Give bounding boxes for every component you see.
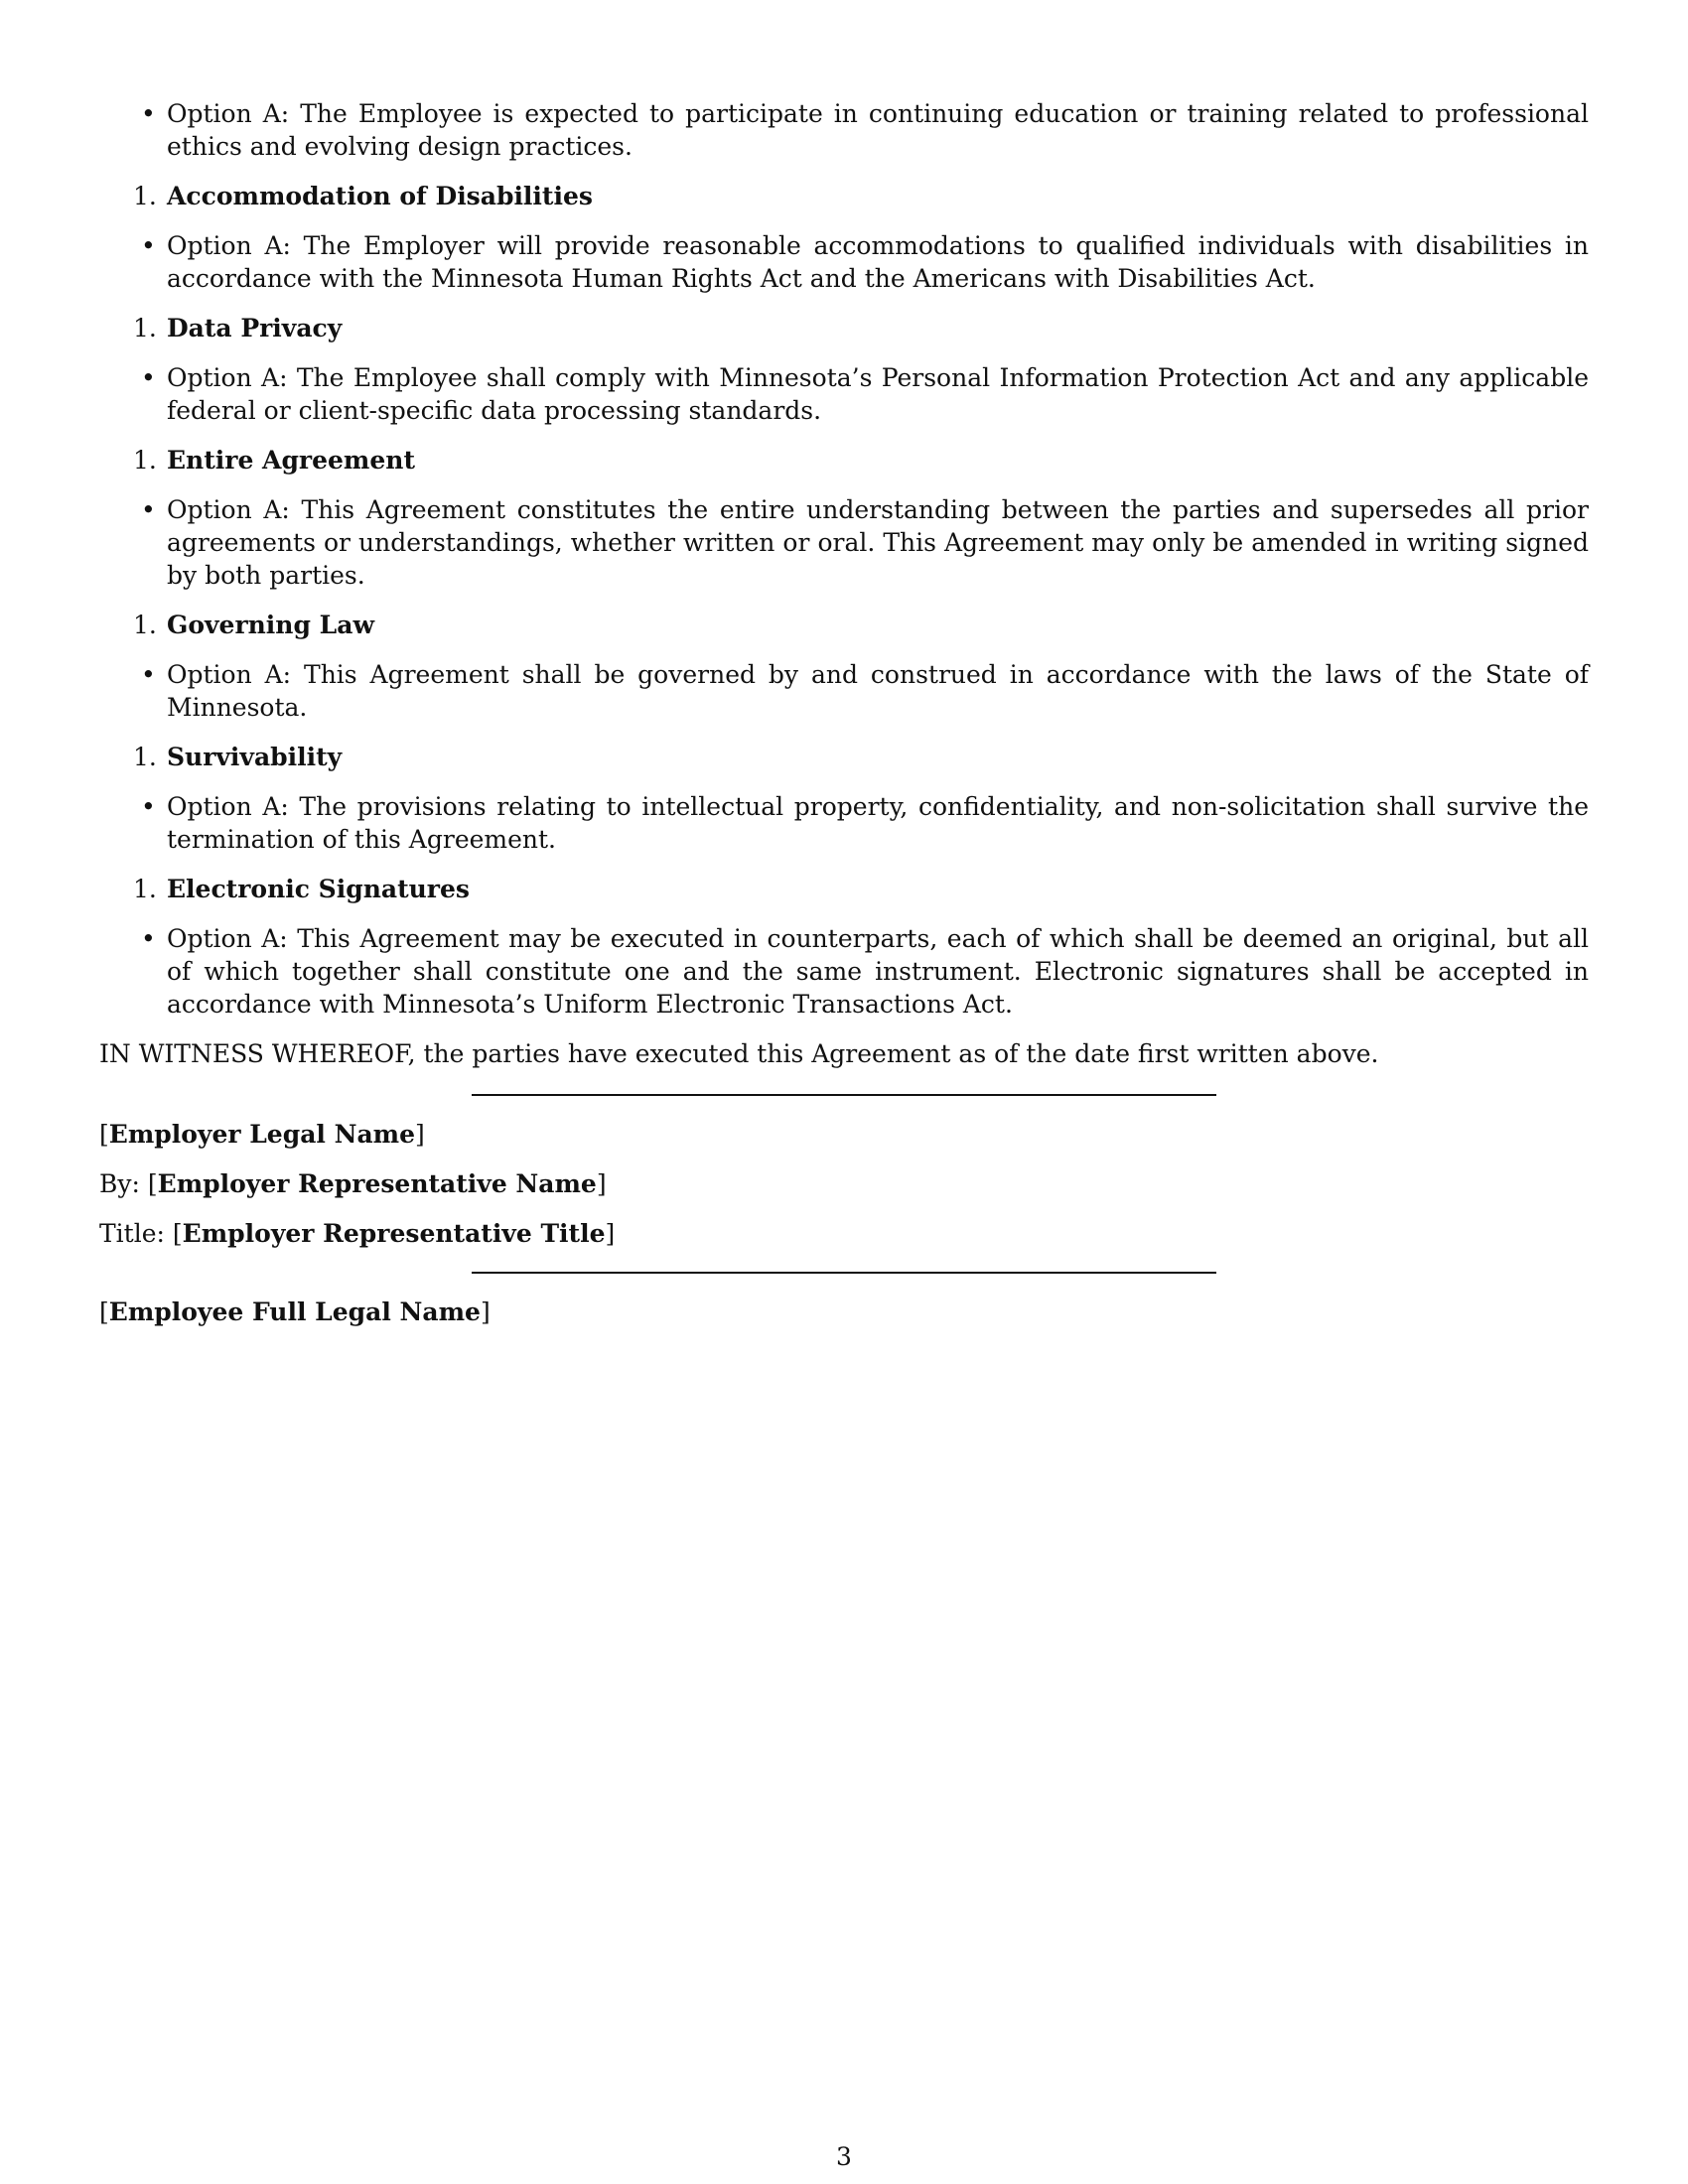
section-option-text: Option A: The Employer will provide reasonable accommodations to qualified individuals with disabilities in accordance with the Minnesota Human Rights Act and the Americans with Disabilities Act. xyxy=(167,231,1589,293)
employer-rep-name: Employer Representative Name xyxy=(157,1169,597,1198)
open-bracket: [ xyxy=(147,1169,158,1198)
witness-statement: IN WITNESS WHEREOF, the parties have executed this Agreement as of the date first written above. xyxy=(99,1039,1379,1068)
bullet-icon: • xyxy=(141,495,156,524)
section-number: 1. xyxy=(133,314,157,342)
employer-legal-name: Employer Legal Name xyxy=(108,1120,416,1149)
section-option-accommodation xyxy=(99,229,1589,295)
employee-signature-line[interactable] xyxy=(472,1272,1216,1274)
section-option-text: Option A: The Employee shall comply with Minnesota’s Personal Information Protection Act and any applicable federal or client-specific data processing standards. xyxy=(167,363,1589,425)
section-number: 1. xyxy=(133,875,157,903)
bullet-icon: • xyxy=(141,924,156,953)
intro-option-item xyxy=(99,97,1589,163)
open-bracket: [ xyxy=(99,1297,109,1326)
section-title: Governing Law xyxy=(167,611,374,639)
section-option-text: Option A: The provisions relating to intellectual property, confidentiality, and non-solicitation shall survive the termination of this Agreement. xyxy=(167,792,1589,854)
section-option-governing-law xyxy=(99,658,1589,724)
section-number: 1. xyxy=(133,611,157,639)
close-bracket: ] xyxy=(415,1120,425,1149)
bullet-icon: • xyxy=(141,99,156,128)
employer-signature-line[interactable] xyxy=(472,1094,1216,1096)
employee-name-row xyxy=(99,1296,1589,1328)
section-title: Survivability xyxy=(167,743,343,771)
employer-rep-row xyxy=(99,1167,1589,1200)
bullet-icon: • xyxy=(141,660,156,689)
intro-option-text: Option A: The Employee is expected to participate in continuing education or training related to professional ethics and evolving design practices. xyxy=(167,99,1589,161)
open-bracket: [ xyxy=(99,1120,109,1149)
section-option-entire-agreement xyxy=(99,493,1589,592)
open-bracket: [ xyxy=(172,1219,183,1248)
section-title: Data Privacy xyxy=(167,314,343,342)
bullet-icon: • xyxy=(141,231,156,260)
employer-title-row xyxy=(99,1217,1589,1250)
close-bracket: ] xyxy=(480,1297,491,1326)
section-heading-accommodation xyxy=(99,180,1589,212)
page-number: 3 xyxy=(836,2142,852,2171)
section-option-data-privacy xyxy=(99,361,1589,427)
title-label: Title: xyxy=(99,1219,165,1248)
section-option-text: Option A: This Agreement constitutes the entire understanding between the parties and supersedes all prior agreements or understandings, whether written or oral. This Agreement may only be amended in writing signed by both parties. xyxy=(167,495,1589,590)
close-bracket: ] xyxy=(596,1169,607,1198)
document-page xyxy=(99,97,1589,1345)
close-bracket: ] xyxy=(605,1219,616,1248)
section-option-survivability xyxy=(99,790,1589,856)
by-label: By: xyxy=(99,1169,140,1198)
section-title: Electronic Signatures xyxy=(167,875,470,903)
section-number: 1. xyxy=(133,446,157,475)
section-heading-survivability xyxy=(99,741,1589,773)
section-heading-governing-law xyxy=(99,609,1589,641)
employee-full-legal-name: Employee Full Legal Name xyxy=(108,1297,481,1326)
section-heading-entire-agreement xyxy=(99,444,1589,477)
bullet-icon: • xyxy=(141,792,156,821)
section-heading-data-privacy xyxy=(99,312,1589,344)
section-number: 1. xyxy=(133,743,157,771)
employer-rep-title: Employer Representative Title xyxy=(182,1219,606,1248)
section-option-text: Option A: This Agreement may be executed in counterparts, each of which shall be deemed an original, but all of which together shall constitute one and the same instrument. Electronic signatures shall be accepted in accordance with Minnesota’s Uniform Electronic Transactions Act. xyxy=(167,924,1589,1019)
bullet-icon: • xyxy=(141,363,156,392)
section-number: 1. xyxy=(133,182,157,210)
section-title: Entire Agreement xyxy=(167,446,415,475)
employer-name-row xyxy=(99,1118,1589,1151)
section-option-text: Option A: This Agreement shall be governed by and construed in accordance with the laws of the State of Minnesota. xyxy=(167,660,1589,722)
section-title: Accommodation of Disabilities xyxy=(167,182,593,210)
section-heading-electronic-signatures xyxy=(99,873,1589,905)
section-option-electronic-signatures xyxy=(99,922,1589,1021)
